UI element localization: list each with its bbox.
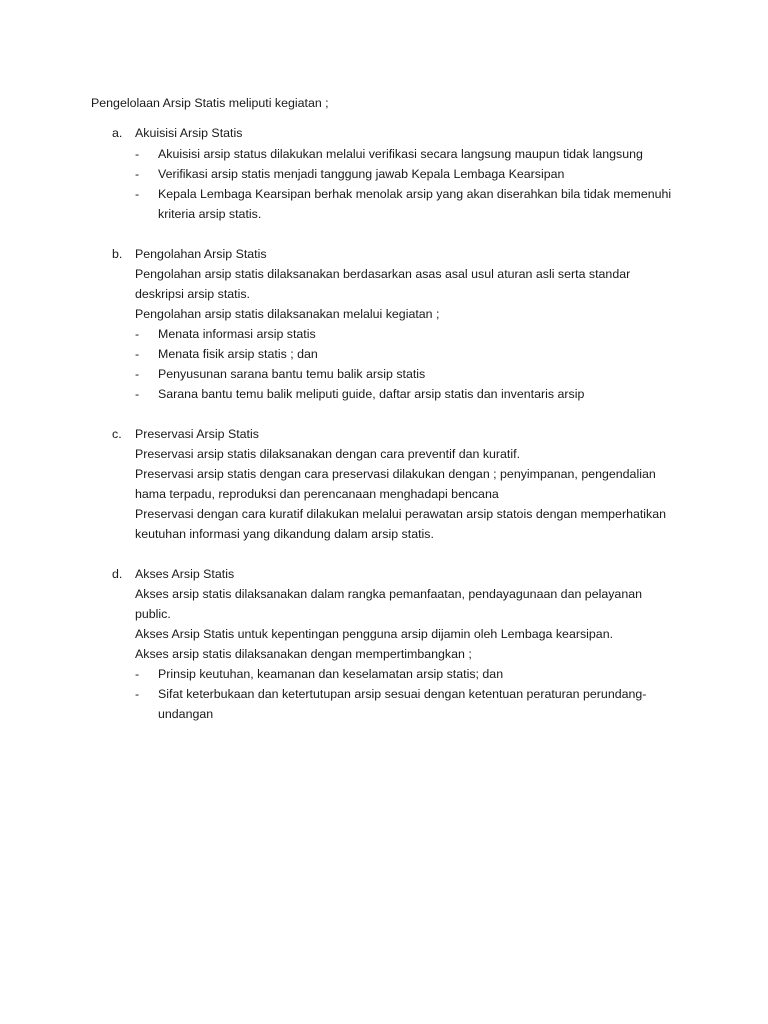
bullet-text: Kepala Lembaga Kearsipan berhak menolak arsip yang akan diserahkan bila tidak memenuhi — [158, 187, 672, 201]
bullet-dash: - — [135, 147, 140, 161]
bullet-text: Prinsip keutuhan, keamanan dan keselamatan arsip statis; dan — [158, 667, 504, 681]
paragraph-line: Akses Arsip Statis untuk kepentingan pengguna arsip dijamin oleh Lembaga kearsipan. — [135, 627, 614, 641]
paragraph-line: public. — [135, 607, 171, 621]
bullet-text: Menata informasi arsip statis — [158, 327, 316, 341]
section-marker: d. — [112, 567, 123, 581]
bullet-dash: - — [135, 367, 140, 381]
bullet-dash: - — [135, 667, 140, 681]
bullet-text: Menata fisik arsip statis ; dan — [158, 347, 318, 361]
document-intro: Pengelolaan Arsip Statis meliputi kegiatan ; — [91, 96, 329, 110]
bullet-text-continuation: kriteria arsip statis. — [158, 207, 262, 221]
bullet-text: Verifikasi arsip statis menjadi tanggung jawab Kepala Lembaga Kearsipan — [158, 167, 565, 181]
paragraph-line: Akses arsip statis dilaksanakan dengan mempertimbangkan ; — [135, 647, 472, 661]
paragraph-line: Preservasi arsip statis dengan cara preservasi dilakukan dengan ; penyimpanan, pengendalian — [135, 467, 656, 481]
paragraph-line: Pengolahan arsip statis dilaksanakan melalui kegiatan ; — [135, 307, 440, 321]
bullet-dash: - — [135, 387, 140, 401]
section-marker: b. — [112, 247, 123, 261]
bullet-dash: - — [135, 187, 140, 201]
paragraph-line: hama terpadu, reproduksi dan perencanaan menghadapi bencana — [135, 487, 499, 501]
paragraph-line: deskripsi arsip statis. — [135, 287, 250, 301]
section-heading: Pengolahan Arsip Statis — [135, 247, 267, 261]
paragraph-line: Preservasi dengan cara kuratif dilakukan melalui perawatan arsip statois dengan memperhatikan — [135, 507, 667, 521]
paragraph-line: Preservasi arsip statis dilaksanakan dengan cara preventif dan kuratif. — [135, 447, 521, 461]
bullet-dash: - — [135, 167, 140, 181]
section-heading: Akses Arsip Statis — [135, 567, 235, 581]
bullet-dash: - — [135, 687, 140, 701]
bullet-text: Penyusunan sarana bantu temu balik arsip statis — [158, 367, 426, 381]
bullet-text: Akuisisi arsip status dilakukan melalui verifikasi secara langsung maupun tidak langsung — [158, 147, 643, 161]
bullet-dash: - — [135, 347, 140, 361]
paragraph-line: keutuhan informasi yang dikandung dalam arsip statis. — [135, 527, 434, 541]
section-heading: Preservasi Arsip Statis — [135, 427, 259, 441]
bullet-text-continuation: undangan — [158, 707, 214, 721]
bullet-dash: - — [135, 327, 140, 341]
section-marker: a. — [112, 126, 123, 140]
bullet-text: Sarana bantu temu balik meliputi guide, daftar arsip statis dan inventaris arsip — [158, 387, 585, 401]
section-marker: c. — [112, 427, 122, 441]
paragraph-line: Akses arsip statis dilaksanakan dalam rangka pemanfaatan, pendayagunaan dan pelayanan — [135, 587, 642, 601]
section-heading: Akuisisi Arsip Statis — [135, 126, 243, 140]
paragraph-line: Pengolahan arsip statis dilaksanakan berdasarkan asas asal usul aturan asli serta standar — [135, 267, 631, 281]
bullet-text: Sifat keterbukaan dan ketertutupan arsip sesuai dengan ketentuan peraturan perundang- — [158, 687, 647, 701]
